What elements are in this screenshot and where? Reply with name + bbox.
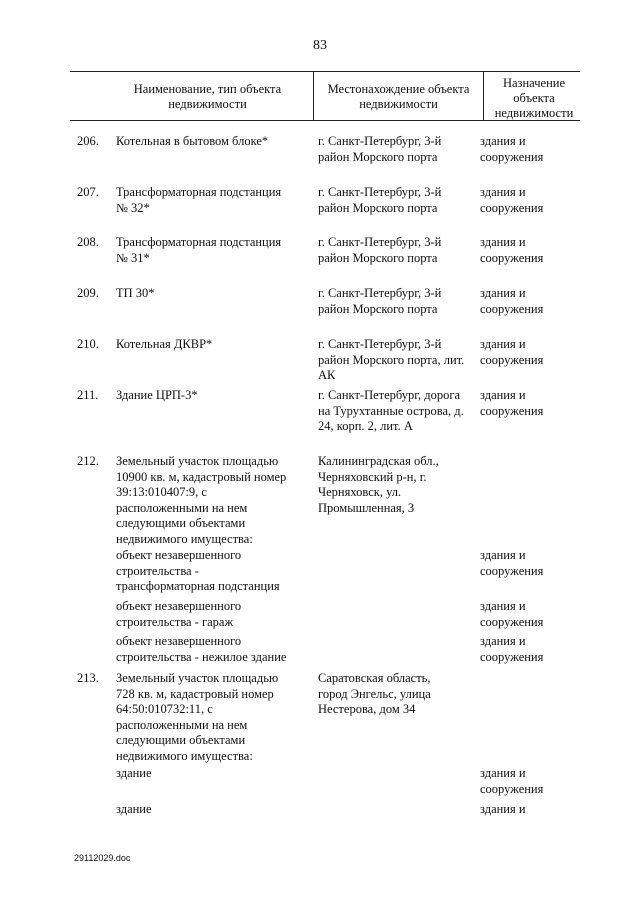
object-location: г. Санкт-Петербург, 3-й район Морского порта (318, 235, 442, 265)
row-number: 211. (77, 388, 99, 402)
object-purpose: здания и сооружения (480, 388, 544, 418)
object-location: г. Санкт-Петербург, 3-й район Морского порта (318, 185, 442, 215)
object-name: объект незавершенного строительства - трансформаторная подстанция (116, 548, 280, 593)
row-number: 213. (77, 671, 99, 685)
object-name: объект незавершенного строительства - гараж (116, 599, 242, 629)
row-number: 212. (77, 454, 99, 468)
object-name: здание (116, 766, 152, 780)
object-name: Котельная в бытовом блоке* (116, 134, 269, 148)
object-name: здание (116, 802, 152, 816)
object-location: Калининградская обл., Черняховский р-н, г. Черняховск, ул. Промышленная, 3 (318, 454, 439, 515)
object-name: ТП 30* (116, 286, 155, 300)
row-number: 208. (77, 235, 99, 249)
row-number: 209. (77, 286, 99, 300)
header-purpose: Назначение объекта недвижимости (494, 76, 574, 120)
object-purpose: здания и (480, 802, 526, 816)
header-divider (313, 72, 314, 120)
row-number: 206. (77, 134, 99, 148)
object-name: Котельная ДКВР* (116, 337, 213, 351)
object-purpose: здания и сооружения (480, 286, 544, 316)
object-purpose: здания и сооружения (480, 235, 544, 265)
object-purpose: здания и сооружения (480, 185, 544, 215)
object-name: Трансформаторная подстанция № 32* (116, 185, 282, 215)
object-location: Саратовская область, город Энгельс, улица Нестерова, дом 34 (318, 671, 431, 716)
object-location: г. Санкт-Петербург, 3-й район Морского порта, лит. АК (318, 337, 465, 382)
file-name-footer: 29112029.doc (74, 853, 131, 863)
page-number: 83 (313, 38, 327, 53)
object-name: Трансформаторная подстанция № 31* (116, 235, 282, 265)
object-location: г. Санкт-Петербург, дорога на Турухтанные острова, д. 24, корп. 2, лит. А (318, 388, 464, 433)
object-location: г. Санкт-Петербург, 3-й район Морского порта (318, 286, 442, 316)
header-name: Наименование, тип объекта недвижимости (133, 82, 282, 111)
header-location: Местонахождение объекта недвижимости (327, 82, 470, 111)
table-header (70, 71, 580, 121)
object-purpose: здания и сооружения (480, 337, 544, 367)
object-purpose: здания и сооружения (480, 548, 544, 578)
row-number: 210. (77, 337, 99, 351)
object-name: Здание ЦРП-3* (116, 388, 198, 402)
object-purpose: здания и сооружения (480, 134, 544, 164)
object-purpose: здания и сооружения (480, 599, 544, 629)
object-purpose: здания и сооружения (480, 766, 544, 796)
header-divider (483, 72, 484, 120)
object-location: г. Санкт-Петербург, 3-й район Морского порта (318, 134, 442, 164)
object-name: объект незавершенного строительства - нежилое здание (116, 634, 287, 664)
row-number: 207. (77, 185, 99, 199)
object-purpose: здания и сооружения (480, 634, 544, 664)
object-name: Земельный участок площадью 728 кв. м, кадастровый номер 64:50:010732:11, с расположенными на нем следующими объектами недвижимого имущества: (116, 671, 279, 763)
object-name: Земельный участок площадью 10900 кв. м, кадастровый номер 39:13:010407:9, с расположенными на нем следующими объектами недвижимого имущества: (116, 454, 287, 546)
